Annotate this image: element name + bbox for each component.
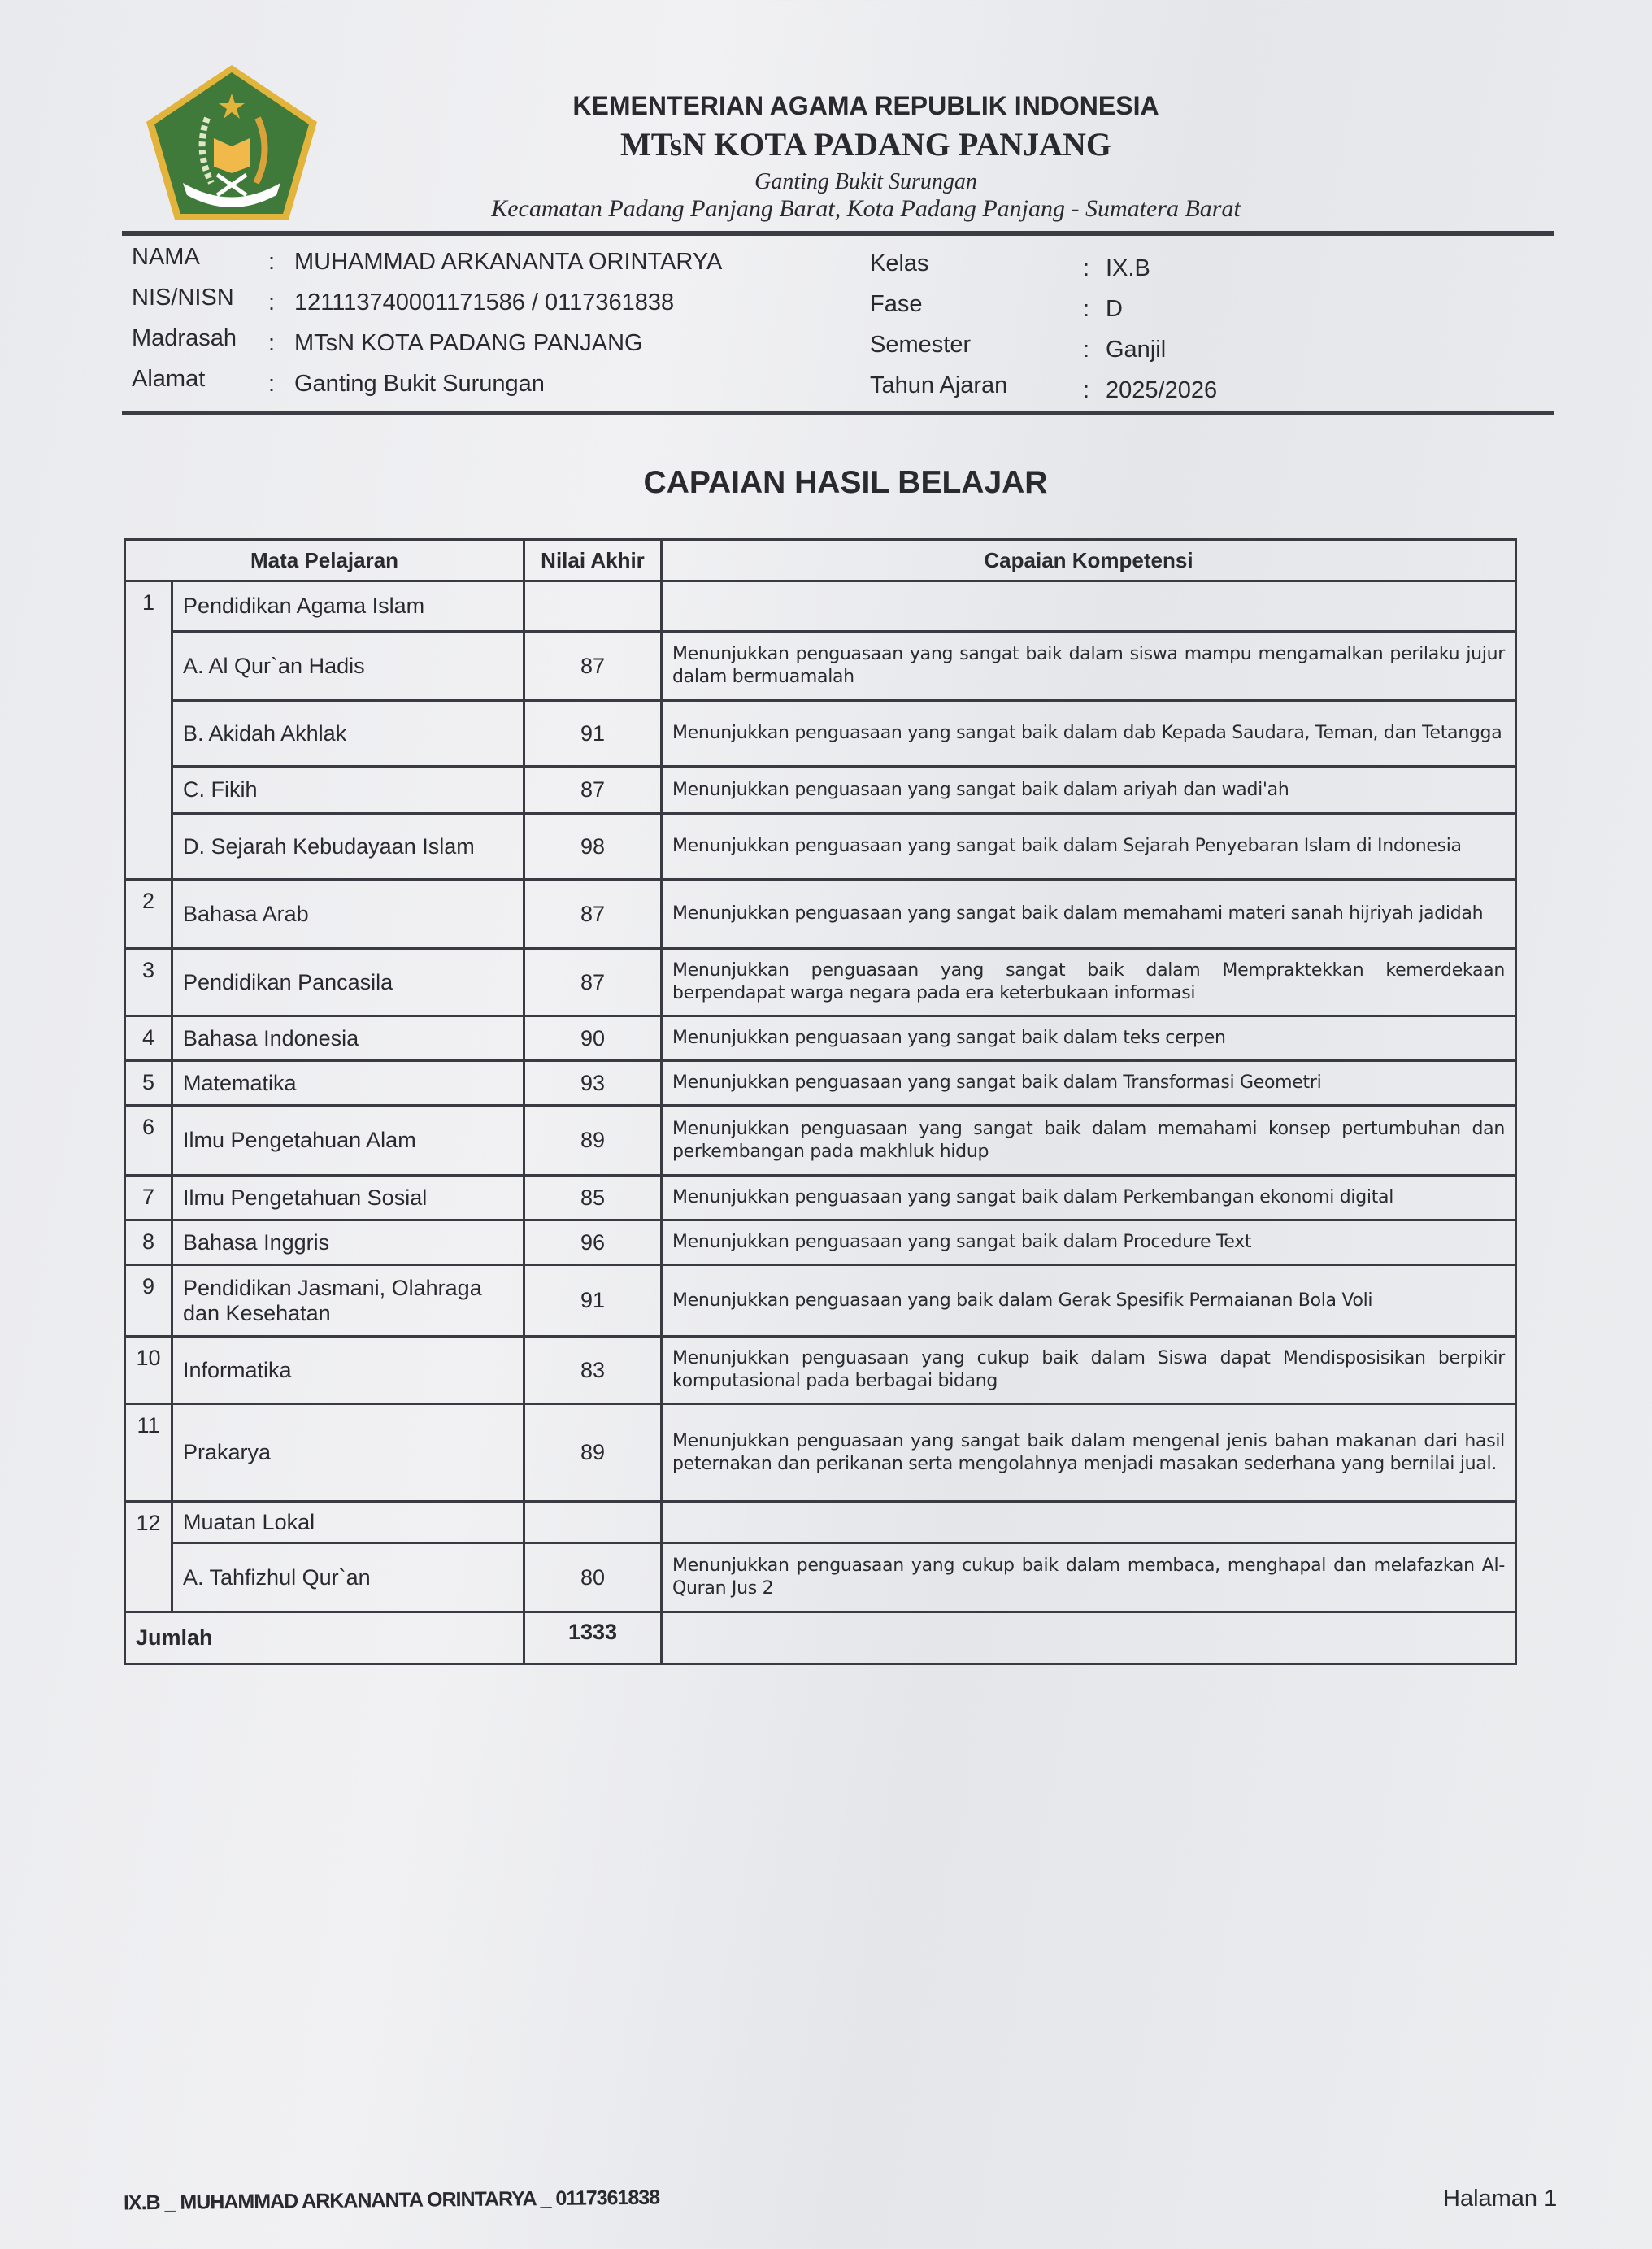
competency-cell: Menunjukkan penguasaan yang sangat baik dalam Perkembangan ekonomi digital: [662, 1176, 1516, 1220]
subject-cell: Prakarya: [172, 1404, 524, 1502]
info-label: NAMA: [132, 244, 200, 270]
header-final-grade: Nilai Akhir: [524, 540, 662, 581]
table-row: [125, 814, 1516, 880]
info-colon: :: [1083, 377, 1090, 403]
final-grade-cell: 87: [524, 632, 662, 701]
competency-cell: Menunjukkan penguasaan yang cukup baik dalam Siswa dapat Mendisposisikan berpikir komputasional pada berbagai bidang: [662, 1337, 1516, 1404]
competency-cell: Menunjukkan penguasaan yang sangat baik dalam Mempraktekkan kemerdekaan berpendapat warga negara pada era keterbukaan informasi: [662, 949, 1516, 1016]
ministry-name: KEMENTERIAN AGAMA REPUBLIK INDONESIA: [572, 91, 1159, 120]
competency-cell: Menunjukkan penguasaan yang sangat baik dalam dab Kepada Saudara, Teman, dan Tetangga: [662, 701, 1516, 767]
school-address-line1: Ganting Bukit Surungan: [754, 169, 977, 194]
school-name: MTsN KOTA PADANG PANJANG: [620, 126, 1112, 163]
info-label: Semester: [870, 332, 972, 358]
competency-cell: Menunjukkan penguasaan yang sangat baik dalam teks cerpen: [662, 1016, 1516, 1061]
competency-cell: [662, 1502, 1516, 1543]
subject-cell: A. Al Qur`an Hadis: [172, 632, 524, 701]
info-colon: :: [268, 330, 276, 356]
row-number: 3: [125, 949, 172, 1016]
table-row: [125, 1106, 1516, 1176]
subject-cell: C. Fikih: [172, 767, 524, 814]
header-subject: Mata Pelajaran: [125, 540, 524, 581]
school-address-line2: Kecamatan Padang Panjang Barat, Kota Padang Panjang - Sumatera Barat: [491, 195, 1241, 222]
info-label: Madrasah: [132, 325, 237, 351]
info-colon: :: [1083, 337, 1090, 363]
total-competency-empty: [662, 1612, 1516, 1664]
info-colon: :: [268, 249, 276, 275]
header-divider: [122, 231, 1554, 236]
subject-cell: Pendidikan Jasmani, Olahraga dan Kesehatan: [172, 1265, 524, 1337]
competency-cell: Menunjukkan penguasaan yang sangat baik dalam Transformasi Geometri: [662, 1061, 1516, 1106]
final-grade-cell: 83: [524, 1337, 662, 1404]
total-row: [125, 1612, 1516, 1664]
table-row: [125, 1016, 1516, 1061]
grades-table: [124, 538, 1517, 1665]
competency-cell: [662, 581, 1516, 632]
final-grade-cell: 89: [524, 1404, 662, 1502]
info-label: Alamat: [132, 366, 206, 392]
total-label: Jumlah: [125, 1612, 524, 1664]
info-label: Kelas: [870, 250, 929, 276]
table-row: [125, 632, 1516, 701]
row-number: 6: [125, 1106, 172, 1176]
table-row: [125, 1220, 1516, 1265]
page-number: Halaman 1: [1443, 2186, 1558, 2212]
final-grade-cell: 91: [524, 1265, 662, 1337]
info-value: Ganting Bukit Surungan: [294, 371, 545, 397]
final-grade-cell: 91: [524, 701, 662, 767]
competency-cell: Menunjukkan penguasaan yang sangat baik dalam mengenal jenis bahan makanan dari hasil peternakan dan perikanan serta mengolahnya menjadi masakan sederhana yang bernilai jual.: [662, 1404, 1516, 1502]
final-grade-cell: 93: [524, 1061, 662, 1106]
table-header-row: [125, 540, 1516, 581]
table-row: [125, 581, 1516, 632]
subject-cell: Bahasa Arab: [172, 880, 524, 949]
table-row: [125, 1265, 1516, 1337]
final-grade-cell: 98: [524, 814, 662, 880]
info-colon: :: [1083, 296, 1090, 322]
info-label: Tahun Ajaran: [870, 372, 1008, 398]
info-value: MUHAMMAD ARKANANTA ORINTARYA: [294, 249, 723, 275]
subject-cell: Informatika: [172, 1337, 524, 1404]
row-number: 11: [125, 1404, 172, 1502]
competency-cell: Menunjukkan penguasaan yang sangat baik dalam ariyah dan wadi'ah: [662, 767, 1516, 814]
subject-cell: Ilmu Pengetahuan Sosial: [172, 1176, 524, 1220]
competency-cell: Menunjukkan penguasaan yang sangat baik dalam siswa mampu mengamalkan perilaku jujur dalam bermuamalah: [662, 632, 1516, 701]
subject-cell: Matematika: [172, 1061, 524, 1106]
final-grade-cell: 96: [524, 1220, 662, 1265]
row-number: 9: [125, 1265, 172, 1337]
page-title: CAPAIAN HASIL BELAJAR: [643, 465, 1048, 500]
info-value: 2025/2026: [1106, 377, 1218, 403]
info-value: 121113740001171586 / 0117361838: [294, 289, 675, 315]
final-grade-cell: 90: [524, 1016, 662, 1061]
final-grade-cell: 89: [524, 1106, 662, 1176]
subject-cell: Pendidikan Pancasila: [172, 949, 524, 1016]
final-grade-cell: 80: [524, 1543, 662, 1612]
final-grade-cell: 85: [524, 1176, 662, 1220]
competency-cell: Menunjukkan penguasaan yang sangat baik dalam memahami materi sanah hijriyah jadidah: [662, 880, 1516, 949]
final-grade-cell: 87: [524, 767, 662, 814]
subject-cell: Bahasa Inggris: [172, 1220, 524, 1265]
row-number: 4: [125, 1016, 172, 1061]
subject-cell: Pendidikan Agama Islam: [172, 581, 524, 632]
table-row: [125, 767, 1516, 814]
info-divider: [122, 411, 1554, 415]
subject-cell: Bahasa Indonesia: [172, 1016, 524, 1061]
table-row: [125, 701, 1516, 767]
table-row: [125, 1543, 1516, 1612]
final-grade-cell: 87: [524, 949, 662, 1016]
info-value: Ganjil: [1106, 337, 1167, 363]
row-number: 8: [125, 1220, 172, 1265]
subject-cell: A. Tahfizhul Qur`an: [172, 1543, 524, 1612]
table-row: [125, 949, 1516, 1016]
info-colon: :: [268, 371, 276, 397]
info-value: D: [1106, 296, 1123, 322]
info-colon: :: [268, 289, 276, 315]
competency-cell: Menunjukkan penguasaan yang sangat baik dalam memahami konsep pertumbuhan dan perkembangan pada makhluk hidup: [662, 1106, 1516, 1176]
table-row: [125, 1061, 1516, 1106]
table-row: [125, 1404, 1516, 1502]
final-grade-cell: [524, 581, 662, 632]
final-grade-cell: 87: [524, 880, 662, 949]
row-number: 2: [125, 880, 172, 949]
info-colon: :: [1083, 255, 1090, 281]
table-row: [125, 1502, 1516, 1543]
competency-cell: Menunjukkan penguasaan yang sangat baik dalam Sejarah Penyebaran Islam di Indonesia: [662, 814, 1516, 880]
row-number: 1: [125, 581, 172, 880]
info-label: Fase: [870, 291, 923, 317]
info-value: IX.B: [1106, 255, 1150, 281]
row-number: 10: [125, 1337, 172, 1404]
competency-cell: Menunjukkan penguasaan yang cukup baik dalam membaca, menghapal dan melafazkan Al-Quran Jus 2: [662, 1543, 1516, 1612]
table-row: [125, 1337, 1516, 1404]
header-competency: Capaian Kompetensi: [662, 540, 1516, 581]
info-label: NIS/NISN: [132, 285, 234, 311]
final-grade-cell: [524, 1502, 662, 1543]
table-row: [125, 880, 1516, 949]
row-number: 7: [125, 1176, 172, 1220]
footer-student-id: IX.B _ MUHAMMAD ARKANANTA ORINTARYA _ 0117361838: [123, 2186, 660, 2215]
info-value: MTsN KOTA PADANG PANJANG: [294, 330, 643, 356]
competency-cell: Menunjukkan penguasaan yang sangat baik dalam Procedure Text: [662, 1220, 1516, 1265]
total-value: 1333: [524, 1612, 662, 1664]
table-row: [125, 1176, 1516, 1220]
subject-cell: B. Akidah Akhlak: [172, 701, 524, 767]
subject-cell: D. Sejarah Kebudayaan Islam: [172, 814, 524, 880]
subject-cell: Muatan Lokal: [172, 1502, 524, 1543]
row-number: 5: [125, 1061, 172, 1106]
competency-cell: Menunjukkan penguasaan yang baik dalam Gerak Spesifik Permaianan Bola Voli: [662, 1265, 1516, 1337]
subject-cell: Ilmu Pengetahuan Alam: [172, 1106, 524, 1176]
row-number: 12: [125, 1502, 172, 1612]
